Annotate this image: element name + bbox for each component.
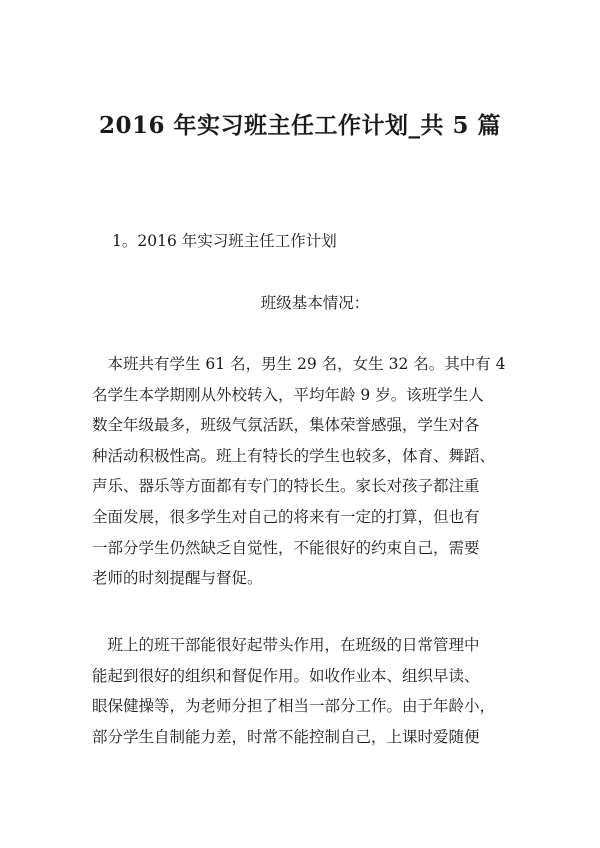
paragraph-line: 一部分学生仍然缺乏自觉性，不能很好的约束自己，需要 (92, 538, 480, 557)
paragraph-line: 老师的时刻提醒与督促。 (92, 569, 263, 588)
paragraph-line: 部分学生自制能力差，时常不能控制自己，上课时爱随便 (92, 727, 480, 746)
paragraph-line: 眼保健操等，为老师分担了相当一部分工作。由于年龄小， (92, 697, 496, 716)
paragraph-line: 班上的班干部能很好起带头作用，在班级的日常管理中 (92, 636, 480, 654)
paragraph-line: 本班共有学生 61 名，男生 29 名，女生 32 名。其中有 4 (92, 355, 506, 373)
paragraph-line: 全面发展，很多学生对自己的将来有一定的打算，但也有 (92, 507, 480, 526)
paragraph-class-cadres (92, 630, 522, 752)
paragraph-class-overview (92, 349, 522, 594)
paragraph-line: 数全年级最多，班级气氛活跃，集体荣誉感强，学生对各 (92, 416, 480, 435)
paragraph-line: 声乐、器乐等方面都有专门的特长生。家长对孩子都注重 (92, 477, 480, 496)
subheading: 班级基本情况： (260, 294, 370, 312)
paragraph-line: 名学生本学期刚从外校转入，平均年龄 9 岁。该班学生人 (92, 385, 484, 404)
paragraph-line: 能起到很好的组织和督促作用。如收作业本、组织早读、 (92, 666, 480, 685)
document-title: 2016 年实习班主任工作计划_共 5 篇 (98, 112, 502, 139)
section-heading: 1。2016 年实习班主任工作计划 (112, 232, 337, 250)
paragraph-line: 种活动积极性高。班上有特长的学生也较多，体育、舞蹈、 (92, 446, 496, 465)
